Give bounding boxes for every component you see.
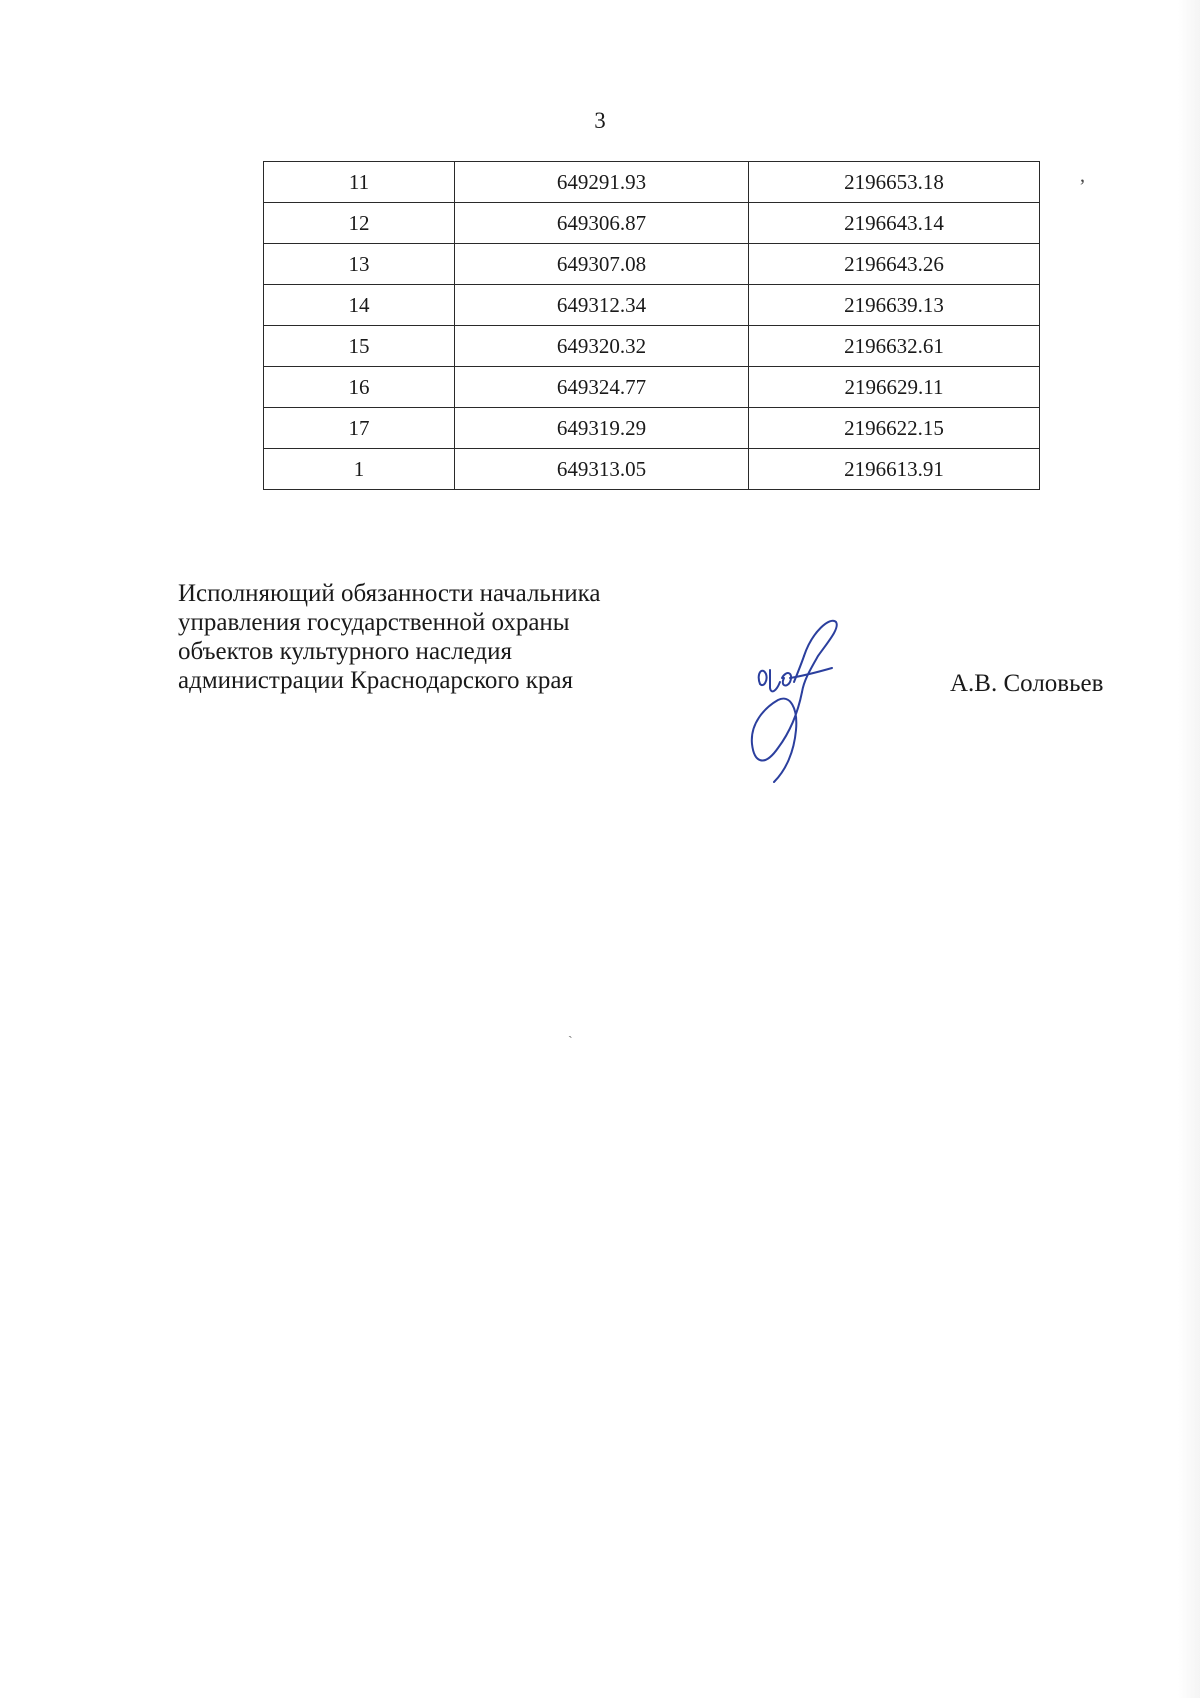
- table-row: [264, 326, 1040, 367]
- y-coordinate-cell: 2196643.26: [749, 244, 1040, 285]
- signatory-title-line: управления государственной охраны: [178, 609, 570, 636]
- x-coordinate-cell: 649307.08: [455, 244, 749, 285]
- table-row: [264, 367, 1040, 408]
- signatory-title-line: объектов культурного наследия: [178, 638, 512, 665]
- handwritten-signature: [740, 612, 860, 792]
- signatory-title: [178, 579, 698, 695]
- point-number-cell: 14: [264, 285, 455, 326]
- y-coordinate-cell: 2196622.15: [749, 408, 1040, 449]
- x-coordinate-cell: 649291.93: [455, 162, 749, 203]
- table-row: [264, 285, 1040, 326]
- point-number-cell: 16: [264, 367, 455, 408]
- y-coordinate-cell: 2196653.18: [749, 162, 1040, 203]
- y-coordinate-cell: 2196639.13: [749, 285, 1040, 326]
- table-row: [264, 408, 1040, 449]
- point-number-cell: 15: [264, 326, 455, 367]
- signatory-title-line: администрации Краснодарского края: [178, 667, 574, 694]
- y-coordinate-cell: 2196643.14: [749, 203, 1040, 244]
- point-number-cell: 13: [264, 244, 455, 285]
- table-row: [264, 203, 1040, 244]
- x-coordinate-cell: 649319.29: [455, 408, 749, 449]
- x-coordinate-cell: 649320.32: [455, 326, 749, 367]
- y-coordinate-cell: 2196613.91: [749, 449, 1040, 490]
- scan-edge-shadow: [1178, 0, 1200, 1698]
- coordinates-table: [263, 161, 1040, 490]
- point-number-cell: 17: [264, 408, 455, 449]
- page-number: 3: [594, 108, 606, 133]
- table-row: [264, 449, 1040, 490]
- point-number-cell: 11: [264, 162, 455, 203]
- x-coordinate-cell: 649324.77: [455, 367, 749, 408]
- x-coordinate-cell: 649312.34: [455, 285, 749, 326]
- x-coordinate-cell: 649306.87: [455, 203, 749, 244]
- signatory-title-line: Исполняющий обязанности начальника: [178, 580, 601, 607]
- table-row: [264, 162, 1040, 203]
- stray-mark: ˎ: [568, 1024, 573, 1039]
- point-number-cell: 1: [264, 449, 455, 490]
- point-number-cell: 12: [264, 203, 455, 244]
- x-coordinate-cell: 649313.05: [455, 449, 749, 490]
- signatory-name: А.В. Соловьев: [950, 670, 1104, 697]
- stray-mark: ʼ: [1079, 176, 1086, 198]
- y-coordinate-cell: 2196629.11: [749, 367, 1040, 408]
- y-coordinate-cell: 2196632.61: [749, 326, 1040, 367]
- table-row: [264, 244, 1040, 285]
